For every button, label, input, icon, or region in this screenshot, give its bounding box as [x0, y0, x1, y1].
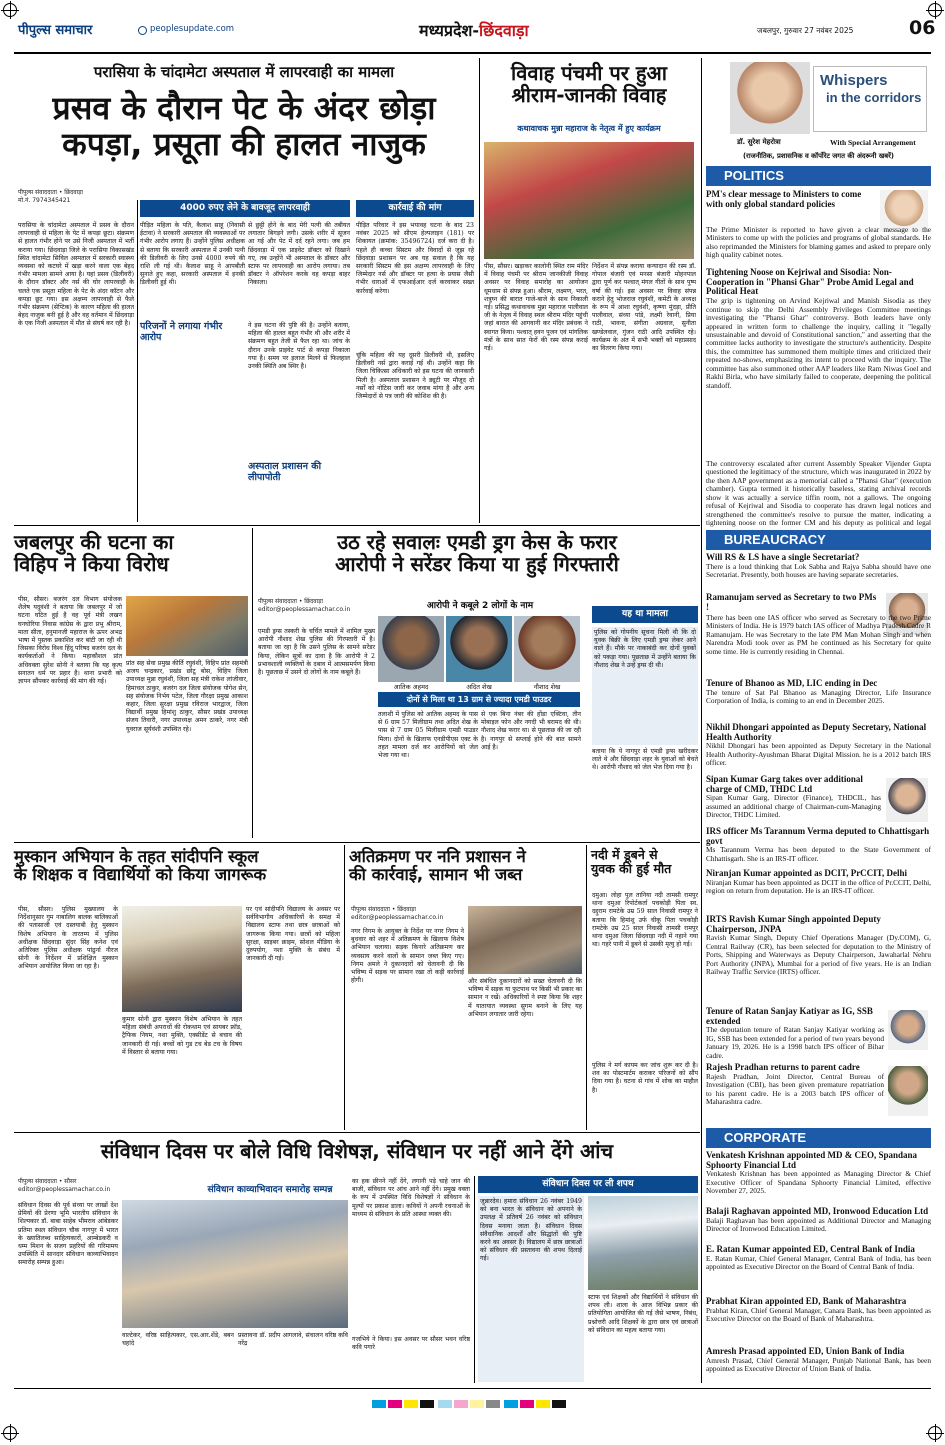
- page-number: 06: [909, 17, 936, 39]
- accused-photo-3: [514, 616, 580, 682]
- accused-name-1: आतिक अहमद: [393, 683, 429, 691]
- story8-box-title: संविधान दिवस पर ली शपथ: [478, 1176, 698, 1193]
- story3-headline: जबलपुर की घटना का विहिप ने किया विरोध: [14, 530, 174, 577]
- story8-deck: संविधान काव्याभिवादन समारोह सम्पन्न: [207, 1185, 333, 1195]
- bureaucracy-item-1: Will RS & LS have a single Secretariat? There is a loud thinking that Lok Sabha and Rajya Sabha should have one Secretariat. Presently, both houses are having separate secretaries.: [706, 552, 931, 580]
- story4-col3: तलाशी में पुलिस को आतिक अहमद के पास से 6 ग्राम 57 मिलीग्राम तथा अदित शेख के पास से 7 ग्राम 05 मिलीग्राम एमडी पाउडर मिला। दोनों के खिलाफ एनडीपीएस एक्ट के तहत मामला दर्ज कर आरोपियों को जेल भेजा गया था।: [378, 711, 478, 759]
- politics-label: POLITICS: [706, 166, 931, 186]
- oath-photo: [588, 1196, 698, 1290]
- story7-col1: दमुआ। लोहा पुल तानिया नदी तामसी रामपुर थाना दमुआ रिपोर्टकर्ता पचकोड़ी पिता स्व. दद्दुराम रामटेके उम्र 59 साल निवासी रामपुर ने बताया कि हिमांशु उर्फ चीकू पिता पचकोड़ी रामटेके उम्र 25 साल निवासी तामसी रामपुर थाना दमुआ जिला छिंदवाड़ा नदी में नहाने गया था। गहरे पानी में डूबने से उसकी मृत्यु हो गई।: [592, 892, 698, 949]
- story1-byline: पीपुल्स संवाददाता • छिंदवाड़ा मो.नं. 7974345421: [18, 189, 83, 205]
- story1-kicker: परासिया के चांदामेटा अस्पताल में लापरवाही का मामला: [93, 63, 395, 81]
- bureaucracy-item-3: Tenure of Bhanoo as MD, LIC ending in Dec The tenure of Sat Pal Bhanoo as Managing Director, Life Insurance Corporation of India, is coming to an end in December 2025.: [706, 678, 931, 706]
- columnist-name: डॉ. सुरेश मेहरोत्रा: [737, 138, 781, 146]
- corporate-item-4: Prabhat Kiran appointed ED, Bank of Maharashtra Prabhat Kiran, Chief General Manager, Canara Bank, has been appointed as Executive Director on the Board of Bank of Maharashtra.: [706, 1296, 931, 1324]
- story6-col1: नगर निगम के आयुक्त के निर्देश पर नगर निगम ने बुधवार को शहर में अतिक्रमण के खिलाफ विशेष अभियान चलाया। सड़क किनारे अतिक्रमण कर व्यवसाय करने वालों के सामान जब्त किए गए। निगम अमले ने दुकानदारों को चेतावनी दी कि भविष्य में सड़क पर सामान रखा तो कड़ी कार्रवाई होगी।: [351, 928, 464, 985]
- corporate-item-3: E. Ratan Kumar appointed ED, Central Bank of India E. Ratan Kumar, Chief General Manager, Central Bank of India, has been appointed as Executive Director on the Board of Central Bank of India.: [706, 1244, 931, 1272]
- section-name: मध्यप्रदेश-छिंदवाड़ा: [419, 21, 529, 40]
- corporate-label: CORPORATE: [706, 1128, 931, 1148]
- accused-name-2: अदित शेख: [466, 683, 492, 691]
- corporate-item-5: Amresh Prasad appointed ED, Union Bank of India Amresh Prasad, Chief General Manager, Punjab National Bank, has been appointed as Executive Director of Union Bank of India.: [706, 1346, 931, 1374]
- bureaucracy-label: BUREAUCRACY: [706, 530, 931, 550]
- officer-photo-4: [888, 1066, 928, 1116]
- officer-photo-2: [886, 778, 928, 822]
- bureaucracy-item-6: IRS officer Ms Tarannum Verma deputed to Chhattisgarh govt Ms Tarannum Verma has been deputed to the State Government of Chhattisgarh. She is an IRS-IT officer.: [706, 826, 931, 863]
- story4-byline: पीपुल्स संवाददाता • छिंदवाड़ा editor@peoplessamachar.co.in: [258, 598, 351, 614]
- story1-col4: पीड़ित परिवार ने इस भयावह घटना के बाद 23 नवंबर 2025 को सीएम हेल्पलाइन (181) पर शिकायत (क्रमांक: 35496724) दर्ज करा दी है। पहले ही कच्चा सिस्टम और विवादों से जूझ रहे छिंदवाड़ा प्रशासन पर अब यह सवाल है कि यह सरकारी सिस्टम की इस अक्षम्य लापरवाही के लिए जिम्मेदार नर्स और डॉक्टर पर हत्या के प्रयास जैसी गंभीर धाराओं में एफआईआर दर्ज करवाकर सख्त कार्रवाई करेगा।: [356, 222, 474, 295]
- story8-headline: संविधान दिवस पर बोले विधि विशेषज्ञ, संविधान पर नहीं आने देंगे आंच: [100, 1139, 614, 1163]
- story8-byline: पीपुल्स संवाददाता • सौसर editor@peoplessamachar.co.in: [18, 1178, 111, 1194]
- story4-photo-caption: आरोपी ने कबूले 2 लोगों के नाम: [426, 601, 534, 611]
- story8-col4: स्टाफ एवं शिक्षकों और विद्यार्थियों ने संविधान की शपथ ली। शाला के आज विभिन्न प्रकार की प्रतियोगिता आयोजित की गई जैसे भाषण, निबंध, प्रश्नोत्तरी आदि शिक्षकों के द्वारा छात्र एवं छात्राओं को संविधान का महत्व बताया गया।: [588, 1294, 698, 1334]
- registration-mark-bottom-left: [3, 1426, 17, 1440]
- story5-col1: पीस, सौसर। पुलिस मुख्यालय के निर्देशानुसार गुम नाबालिग बालक बालिकाओं की पतासाजी एवं दस्तयाबी हेतु मुस्कान विशेष अभियान के तारतम्य में पुलिस अधीक्षक छिंदवाड़ा सुंदर सिंह कनेश एवं अतिरिक्त पुलिस अधीक्षक पांढुर्ना नीरज सोनी के निर्देशन में प्रशिक्षित मुस्कान अभियान आयोजित किया जा रहा है।: [18, 906, 118, 971]
- bureaucracy-item-4: Nikhil Dhongari appointed as Deputy Secretary, National Health Authority Nikhil Dhongari has been appointed as Deputy Secretary in the National Health Authority-Ayushman Bharat Digital Mission. he is a 2012 batch IRS officer.: [706, 722, 931, 768]
- story5-col3: पर एवं सांदीपनि विद्यालय के अवसर पर सर्वविभागीय अधिकारियों के समक्ष में विद्यालय स्टाफ तथा छात्र छात्राओं को जागरूक किया गया। छात्रों को महिला सुरक्षा, साइबर क्राइम, सोशल मीडिया के दुरुपयोग, नशा मुक्ति के संबंध में जानकारी दी गई।: [246, 906, 340, 963]
- story2-col2: निर्देशन में संपन्न कराया कन्यादान की रस्म डॉ. गोपाल बंजारी एवं मनसा बंजारी मोहनपाल द्वारा पूर्ण कर पश्चात् मंगल गीतों के साथ पुष्प वर्षा की गई। इस अवसर पर विवाह संपन्न कराने हेतु भोजराज रघुवंशी, कमेटी के अध्यक्ष के रूप में आशा रघुवंशी, कृष्णा मुंदड़ा, प्रीति पालीवाल, संध्या पांडे, लक्ष्मी रेवानी, प्रिया राठी, भावना, संगीता अग्रवाल, सुनीता खण्डेलवाल, गुंजन राठी आदि उपस्थित रहे। कार्यक्रम के अंत में सभी भक्तों को महाप्रसाद का वितरण किया गया।: [592, 263, 696, 352]
- encroachment-photo: [468, 906, 582, 974]
- story1-col5: ने इस घटना की पुष्टि की है। उन्होंने बताया, महिला की हालत बहुत गंभीर थी और शरीर में संक्रमण बहुत तेजी से फैल रहा था। जांच के दौरान उनके प्राइवेट पार्ट से कपड़ा निकाला गया है। समय पर इलाज मिलने से फिलहाल उनकी स्थिति अब स्थिर है।: [248, 322, 350, 370]
- story1-subhead-payment: 4000 रुपए लेने के बावजूद लापरवाही: [140, 200, 350, 217]
- story7-headline: नदी में डूबने से युवक की हुई मौत: [591, 847, 672, 876]
- story4-headline: उठ रहे सवालः एमडी ड्रग केस के फरार आरोपी ने सरेंडर किया या हुई गिरफ्तारी: [335, 530, 619, 577]
- story1-headline: प्रसव के दौरान पेट के अंदर छोड़ा कपड़ा, प्रसूता की हालत नाजुक: [52, 89, 436, 163]
- story1-subhead-demand: कार्रवाई की मांग: [356, 200, 474, 217]
- bureaucracy-item-2-body: There has been one IAS officer who served as Secretary to the two Prime Ministers of India. He is 1979 batch IAS officer of Madhya Pradesh Cadre R Ramanujam. He was Secretary to the late PM Man Mohan Singh and when Narendra Modi took over as PM he continued as his Secretary for quite some time. He is currently residing in Chennai.: [706, 613, 931, 656]
- story8-col3: जुन्नारदेव। हमारा संविधान 26 नवंबर 1949 को बना भारत के संविधान को अपनाने के उपलक्ष में प्रतिवर्ष 26 नवंबर को संविधान दिवस मनाया जाता है। संविधान दिवस संवैधानिक आदर्शों और सिद्धांतों की पुष्टि करने का अवसर है। विद्यालय में छात्र छात्राओं को संविधान की प्रस्तावना की शपथ दिलाई गई।: [478, 1196, 584, 1382]
- story8-caption-1: वाल्टेकर, वरिष्ठ साहित्यकार, एस.आर.शेंडे, बबन चहांदे: [122, 1332, 234, 1348]
- bureaucracy-item-10: Rajesh Pradhan returns to parent cadre Rajesh Pradhan, Joint Director, Central Bureau of Investigation (CBI), has been given premature repatriation to his parent cadre. He is a 2003 batch IPS officer of Maharashtra cadre.: [706, 1062, 884, 1107]
- bureaucracy-item-9: Tenure of Ratan Sanjay Katiyar as IG, SSB extended The deputation tenure of Ratan Sanjay Katiyar working as IG, SSB has been extended for a period of two years beyond January 19, 2026. He is a 1998 batch IPS officer of Bihar cadre.: [706, 1006, 884, 1060]
- accused-name-3: नौशाद शेख: [533, 683, 561, 691]
- bureaucracy-item-5: Sipan Kumar Garg takes over additional charge of CMD, THDC Ltd Sipan Kumar Garg, Director (Finance), THDCIL, has assumed an additional charge of Chairman-cum-Managing Director, THDC Limited.: [706, 774, 881, 820]
- story1-col1: परासिया के चांदामेटा अस्पताल में प्रसव के दौरान लापरवाही से महिला के पेट में कपड़ा छूटा। संक्रमण से हालत गंभीर होने पर उसे निजी अस्पताल में भर्ती कराया गया। छिंदवाड़ा जिले के परासिया विकासखंड स्थित चांदामेटा सिविल अस्पताल में सरकारी स्वास्थ्य व्यवस्था को कटघरे में खड़ा करने वाला एक बेहद गंभीर मामला सामने आया है। यहां प्रसव (डिलीवरी) के दौरान डॉक्टर और नर्स की घोर लापरवाही के चलते एक प्रसूता महिला के पेट के अंदर कॉटन और कपड़ा छूट गया। इस अक्षम्य लापरवाही से फैले गंभीर संक्रमण (सेप्टिक) के कारण महिला की हालत बेहद नाजुक बनी हुई है और वह वर्तमान में छिंदवाड़ा के एक निजी अस्पताल में मौत से संघर्ष कर रही है।: [18, 222, 134, 328]
- story1-col3: से छुट्टी होने के बाद मेरी पत्नी की तबीयत लगातार बिगड़ने लगी। उसके शरीर में सूजन आ गई और पेट में दर्द रहने लगा। जब हम छिंदवाड़ा में एक प्राइवेट डॉक्टर को दिखाने गए, तब उन्होंने भी अस्पताल के डॉक्टर और स्टाफ पर लापरवाही का आरोप लगाया। तब डॉक्टर ने ऑपरेशन करके वह कपड़ा बाहर निकाला।: [248, 222, 350, 287]
- protest-photo: [126, 596, 248, 656]
- story8-caption-2: प्रस्तावना डॉ. प्रदीप आगलावे, संचालन वरिष्ठ कवि नरेंद्र: [238, 1332, 348, 1348]
- paper-logo: पीपुल्स समाचार: [18, 23, 93, 38]
- story2-headline: विवाह पंचमी पर हुआ श्रीराम-जानकी विवाह: [511, 61, 667, 108]
- story2-deck: कथावाचक मुन्ना महाराज के नेतृत्व में हुए कार्यक्रम: [517, 124, 661, 133]
- color-bar: [40, 1400, 900, 1412]
- accused-photo-2: [446, 616, 512, 682]
- corporate-item-2: Balaji Raghavan appointed MD, Ironwood Education Ltd Balaji Raghavan has been appointed as Additional Director and Managing Director of Ironwood Education Limited.: [706, 1206, 931, 1234]
- story6-col2: और संबंधित दुकानदारों को सख्त चेतावनी दी कि भविष्य में सड़क या फुटपाथ पर किसी भी प्रकार का सामान न रखें। अधिकारियों ने स्पष्ट किया कि शहर में यातायात व्यवस्था सुगम बनाने के लिए यह अभियान लगातार जारी रहेगा।: [468, 978, 582, 1018]
- politics-item-3: The controversy escalated after current Assembly Speaker Vijender Gupta questioned the legitimacy of the structure, which was inaugurated in 2022 by the then AAP government as a memorial called a "Phansi Ghar" (execution chamber). Gupta termed it historically baseless, stating archival records show it was actually a service tiffin room, not a gallows. The ongoing refusal of Kejriwal and Sisodia to cooperate has drawn legal notices and strengthened the committee's resolve to pursue the matter, indicating a tightening noose on the former CM and his deputy as political and legal: [706, 459, 931, 528]
- story1-col6: चूंकि महिला की यह दूसरी डिलीवरी थी, इसलिए डिलीवरी नर्स द्वारा कराई गई थी। उन्होंने कहा कि जिला चिकित्सा अधिकारी को इस घटना की जानकारी मिली है। अस्पताल प्रशासन ने ड्यूटी पर मौजूद दो नर्सों को नोटिस जारी कर जवाब मांगा है और अन्य जिम्मेदारों से पत्र जारी की कोशिश की है।: [356, 352, 474, 400]
- story4-box-title: यह था मामला: [592, 606, 698, 623]
- story5-headline: मुस्कान अभियान के तहत सांदीपनि स्कूल के शिक्षक व विद्यार्थियों को किया जागरूक: [14, 847, 267, 885]
- story4-col4: से एक बिना नंबर की होंडा एक्टिवा, तीन मोबाइल फोन और नगदी भी बरामद की थी। नौशाद शेख फरार था। से पूछताछ की जा रही है। नागपुर से सप्लाई होने की बात सामने आई है।: [481, 711, 581, 751]
- registration-mark-bottom-right: [928, 1426, 942, 1440]
- constitution-event-photo: [122, 1200, 348, 1328]
- accused-photo-1: [378, 616, 444, 682]
- story6-headline: अतिक्रमण पर ननि प्रशासन ने की कार्रवाई, सामान भी जब्त: [349, 847, 526, 885]
- story1-col2: पीड़ित महिला के पति, कैलाश साहू (निवासी ईटावा) ने सरकारी अस्पताल की व्यवस्थाओं पर गंभीर आरोप लगाए हैं। उन्होंने पुलिस अधीक्षक से बताया कि सरकारी अस्पताल में उनकी पत्नी की डिलीवरी के लिए उनसे 4000 रुपये की राशि ली गई थी। कैलाश साहू ने आपबीती सुनाते हुए कहा, सरकारी अस्पताल में इनकी डिलीवरी हुई थी।: [140, 222, 245, 287]
- story3-col1: पीस, सौसर। बजरंग दल विभाग संयोजक शैलेष यदुवंशी ने बताया कि जबलपुर में जो घटना घटित हुई है वह पूर्व मंत्री लखन घनघोरिया निवास कांग्रेस के द्वारा प्रभु श्रीराम, माता सीता, हनुमानजी महाराज के ऊपर अभद्र भाषा में पुस्तक प्रकाशित कर बांटी जा रही थी जिसका विरोध विश्व हिंदू परिषद बजरंग दल के कार्यकर्ताओं ने किया। महाकौशल प्रांत अधिवक्ता सुरेश सोनी ने बताया कि यह कृत्य सनातन धर्म पर प्रहार है। थाना प्रभारी को ज्ञापन सौंपकर कार्रवाई की मांग की गई।: [18, 596, 122, 685]
- story1-subhead-allegation: परिजनों ने लगाया गंभीर आरोप: [140, 321, 223, 343]
- story5-col2: कुमार सोनी द्वारा मुस्कान विशेष अभियान के तहत महिला संबंधी अपराधों की रोकथाम एवं सायबर फ्रॉड, ट्रैफिक नियम, नशा मुक्ति, एक्सीडेंट से बचाव की जानकारी दी गई। बच्चों को गुड टच बेड टच के विषय में विस्तार से बताया गया।: [122, 1016, 242, 1056]
- corporate-item-1: Venkatesh Krishnan appointed MD & CEO, Spandana Sphoorty Financial Ltd Venkatesh Krishnan has been appointed as Managing Director & Chief Executive Officer of Spandana Sphoorty Financial Limited, effective November 27, 2025.: [706, 1150, 931, 1196]
- politics-item-2: Tightening Noose on Kejriwal and Sisodia: Non-Cooperation in "Phansi Ghar" Probe Amid Legal and Political Heat The grip is tightening on Arvind Kejriwal and Manish Sisodia as they continue to skip the Delhi Assembly Privileges Committee meetings investigating the "Phansi Ghar" controversy. Both leaders have only appeared in written form to challenge the inquiry, calling it "legally unsustainable and devoid of Constitutional sanction," and asserting that the committee lacks authority to investigate the structure's authenticity. Despite this, the committee has summoned them multiple times and criticized their repeated no-shows, emphasizing its intent to proceed with the inquiry. The committee has also summoned other AAP leaders like Ram Niwas Goel and Rakhi Birla, who have similarly failed to cooperate, deepening the political standoff.: [706, 267, 931, 390]
- story8-col2: का हक छीनने नहीं देंगे, लगानी पड़े चाहे जान की बाजी, संविधान पर आंच आने नहीं देंगे। प्रमुख वक्ता के रूप में उपस्थित विधि विशेषज्ञों ने संविधान के मूल्यों पर प्रकाश डाला। कवियों ने अपनी रचनाओं के माध्यम से संविधान के प्रति आस्था व्यक्त की।: [352, 1178, 470, 1218]
- officer-photo-3: [888, 1010, 928, 1050]
- whispers-logo: Whispers in the corridors: [813, 66, 927, 132]
- city-name: छिंदवाड़ा: [479, 21, 529, 40]
- story7-col2: पुलिस ने मर्ग कायम कर जांच शुरू कर दी है। शव का पोस्टमार्टम कराकर परिजनों को सौंप दिया गया है। घटना से गांव में शोक का माहौल है।: [592, 1062, 698, 1094]
- dateline: जबलपुर, गुरुवार 27 नवंबर 2025: [757, 26, 854, 35]
- column-tagline: (राजनीतिक, प्रशासनिक व कॉर्पोरेट जगत की अंदरूनी खबरें): [742, 152, 895, 160]
- story4-col1: एमडी ड्रग्स तस्करी के चर्चित मामले में शामिल मुख्य आरोपी नौशाद शेख पुलिस की गिरफ्तारी में है। बताया जा रहा है कि उसने पुलिस के सामने सरेंडर किया, लेकिन सूत्रों का दावा है कि आरोपी ने 2 प्रभावशाली व्यक्तियों के दबाव में आत्मसमर्पण किया है। पूछताछ में उसने दो लोगों के नाम कबूले हैं।: [258, 628, 375, 676]
- story8-caption-3: गजभिये ने किया। इस अवसर पर सौसर भवन वरिष्ठ कवि पगारे: [352, 1336, 470, 1352]
- story4-photo-strip: दोनों से मिला था 13 ग्राम से ज्यादा एमडी पाउडर: [378, 692, 580, 707]
- globe-icon: [138, 26, 147, 35]
- story1-subhead-cover: अस्पताल प्रशासन की लीपापोती: [248, 461, 322, 483]
- bureaucracy-item-8: IRTS Ravish Kumar Singh appointed Deputy Chairperson, JNPA Ravish Kumar Singh, Deputy Chief Operations Manager (Dy.COM), G, Central Railway (CR), has been selected for deputation to the Ministry of Ports, Shipping and Waterways as Deputy Chairperson, Jawaharlal Nehru Port Authority (JNPA), Mumbai for a period of five years. He is an Indian Railway Traffic Service (IRTS) officer.: [706, 914, 931, 977]
- story2-col1: पीस, सौसर। खड़ाकर कालोनी स्थित राम मंदिर में विवाह पंचमी पर श्रीराम जानकीजी विवाह अवसर पर विवाह समारोह का आयोजन धूमधाम से संपन्न हुआ। श्रीराम, लक्ष्मण, भरत, शत्रुघ्न की बारात गाजे-बाजे के साथ निकाली गई। प्रसिद्ध कथावाचक मुन्ना महाराज पालीवाल जी के नेतृत्व में विवाह स्थल श्रीराम मंदिर पहुंची जहां बारात की आगवानी कर मंदिर प्रबंधक ने स्वागत किया। पश्चात् हवन पूजन एवं मांगलिक मंत्रों के साथ सात फेरों की रस्म संपन्न कराई गई।: [484, 263, 588, 352]
- special-arrangement: With Special Arrangement: [830, 138, 916, 147]
- story4-col6: बताया कि ये नागपुर से एमडी ड्रग्स खरीदकर लाते थे और छिंदवाड़ा शहर के युवाओं को बेचते थे। आरोपी नौशाद को जेल भेज दिया गया है।: [592, 748, 698, 772]
- school-photo: [122, 906, 242, 1012]
- website-link[interactable]: peoplesupdate.com: [150, 24, 235, 34]
- story4-col5: पुलिस को गोपनीय सूचना मिली थी कि दो युवक बिक्री के लिए एमडी ड्रग्स लेकर आने वाले हैं। मौके पर नाकाबंदी कर दोनों युवकों को पकड़ा गया। पूछताछ में उन्होंने बताया कि नौशाद शेख ने उन्हें ड्रग्स दी थी।: [592, 627, 698, 745]
- politics-item-1: PM's clear message to Ministers to come with only global standard policies: [706, 189, 862, 209]
- columnist-photo: [730, 62, 810, 134]
- bureaucracy-item-2-head: Ramanujam served as Secretary to two PMs !: [706, 592, 877, 612]
- story3-col2: प्रांत सह सेवा प्रमुख कीर्ति रघुवंशी, विहिप प्रांत सहमंत्री अजय चन्द्रकार, प्रखंड छोटू बोस, विहिप जिला उपाध्यक्ष मुन्ना रघुवंशी, जिला सह मंत्री राकेश लांजीवार, हिमाचल ठाकुर, बजरंग दल जिला संयोजक योगेश सेन, सह संयोजक निर्भय पटेल, जिला गौरक्षा प्रमुख आकाश कहार, जिला सुरक्षा प्रमुख रविराज भारद्वाज, जिला विद्यार्थी प्रमुख हिमांशु ठाकुर, सौसर प्रखंड उपाध्यक्ष संजय तिवारी, नगर उपाध्यक्ष अमन ठाकरे, नगर मंत्री युवराज सूर्यवंशी उपस्थित रहे।: [126, 660, 248, 733]
- politics-item-1-body: The Prime Minister is reported to have given a clear message to the Ministers to come up with the policies and programs of global standards. He also reprimanded the Ministers for blaming games and asked to prepare only high quality cabinet notes.: [706, 225, 931, 260]
- story8-col1: संविधान दिवस की पूर्व संध्या पर लाखों देश प्रेमियों की प्रेरणा भूमि भारतीय संविधान के शिल्पकार डॉ. बाबा साहेब भीमराव आंबेडकर प्रतिमा स्थल संविधान चौक नागपुर में भारत के ख्यातिलब्ध साहित्यकारों, आम्बेडकरी व धम्म मिशन के सजग प्रहरियों की गरिमामय उपस्थिति में सानदार संविधान काव्याभिवादन समारोह सम्पन्न हुआ।: [18, 1202, 118, 1267]
- wedding-photo: [484, 142, 694, 259]
- bureaucracy-item-7: Niranjan Kumar appointed as DCIT, PrCCIT, Delhi Niranjan Kumar has been appointed as DCIT in the office of Pr.CCIT, Delhi, region on return from deputation. He is an IRS-IT officer.: [706, 868, 931, 896]
- masthead: [14, 14, 936, 52]
- story6-byline: पीपुल्स संवाददाता • छिंदवाड़ा editor@peoplessamachar.co.in: [351, 906, 444, 922]
